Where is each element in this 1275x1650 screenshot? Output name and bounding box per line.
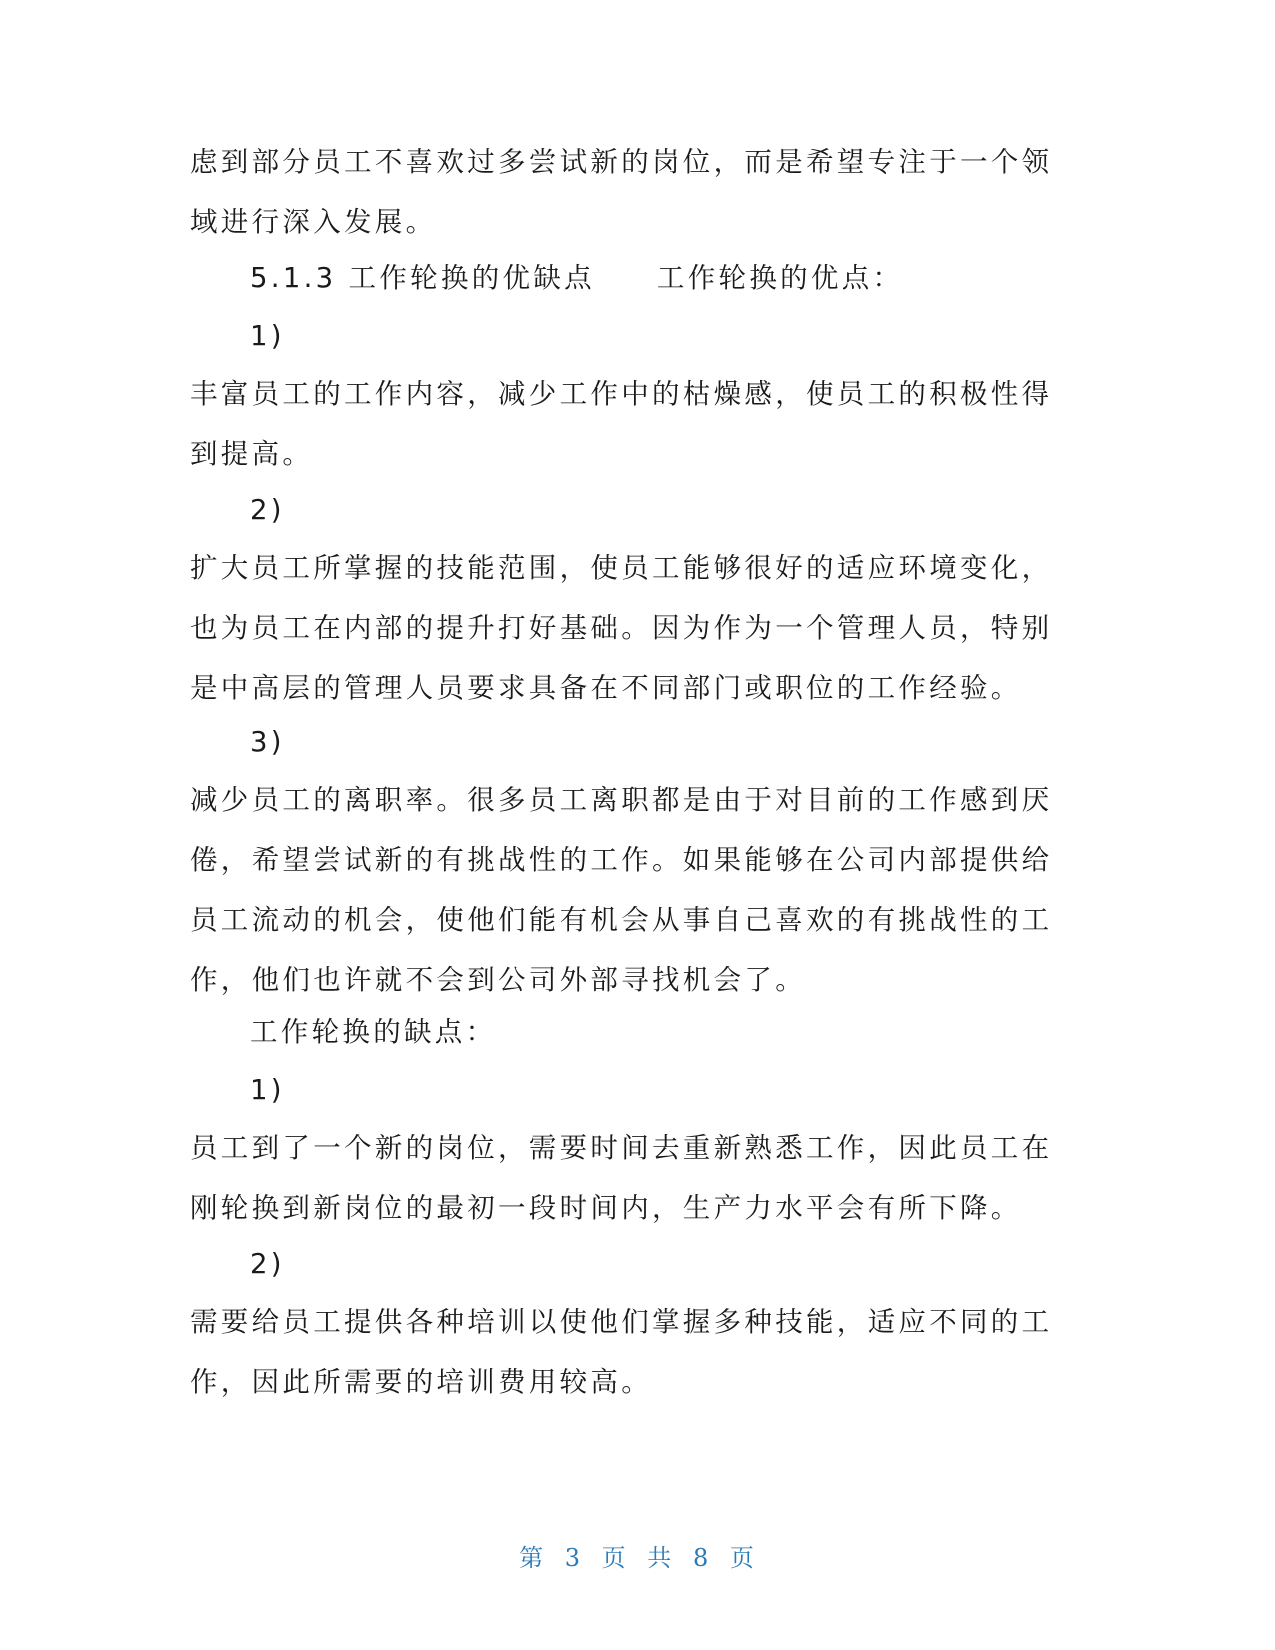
text-line: 作，因此所需要的培训费用较高。 [190,1366,652,1398]
section-heading: 5.1.3 工作轮换的优缺点 [250,262,595,294]
list-number: 2) [250,494,285,526]
text-line: 刚轮换到新岗位的最初一段时间内，生产力水平会有所下降。 [190,1192,1022,1224]
text-line: 是中高层的管理人员要求具备在不同部门或职位的工作经验。 [190,672,1022,704]
disadvantages-heading: 工作轮换的缺点： [250,1016,497,1048]
list-item-text [190,538,1070,718]
advantages-heading: 工作轮换的优点： [656,262,904,294]
list-number: 1) [250,320,285,352]
list-item-text [190,364,1070,484]
text-line: 也为员工在内部的提升打好基础。因为作为一个管理人员，特别 [190,612,1053,644]
text-line: 员工流动的机会，使他们能有机会从事自己喜欢的有挑战性的工 [190,904,1053,936]
paragraph-continuation [190,132,1070,252]
text-line: 域进行深入发展。 [190,206,437,238]
list-item-text [190,1292,1070,1412]
text-line: 员工到了一个新的岗位，需要时间去重新熟悉工作，因此员工在 [190,1132,1053,1164]
text-line: 需要给员工提供各种培训以使他们掌握多种技能，适应不同的工 [190,1306,1053,1338]
list-number: 2) [250,1248,285,1280]
list-item-text [190,1118,1070,1238]
text-line: 作，他们也许就不会到公司外部寻找机会了。 [190,964,806,996]
list-number: 1) [250,1074,285,1106]
text-line: 虑到部分员工不喜欢过多尝试新的岗位，而是希望专注于一个领 [190,146,1053,178]
text-line: 到提高。 [190,438,314,470]
text-line: 倦，希望尝试新的有挑战性的工作。如果能够在公司内部提供给 [190,844,1053,876]
section-heading-line [250,248,1130,308]
page-indicator: 第 3 页 共 8 页 [519,1544,756,1572]
list-number: 3) [250,726,285,758]
text-line: 减少员工的离职率。很多员工离职都是由于对目前的工作感到厌 [190,784,1053,816]
text-line: 扩大员工所掌握的技能范围，使员工能够很好的适应环境变化， [190,552,1053,584]
text-line: 丰富员工的工作内容，减少工作中的枯燥感，使员工的积极性得 [190,378,1053,410]
list-item-text [190,770,1070,1010]
